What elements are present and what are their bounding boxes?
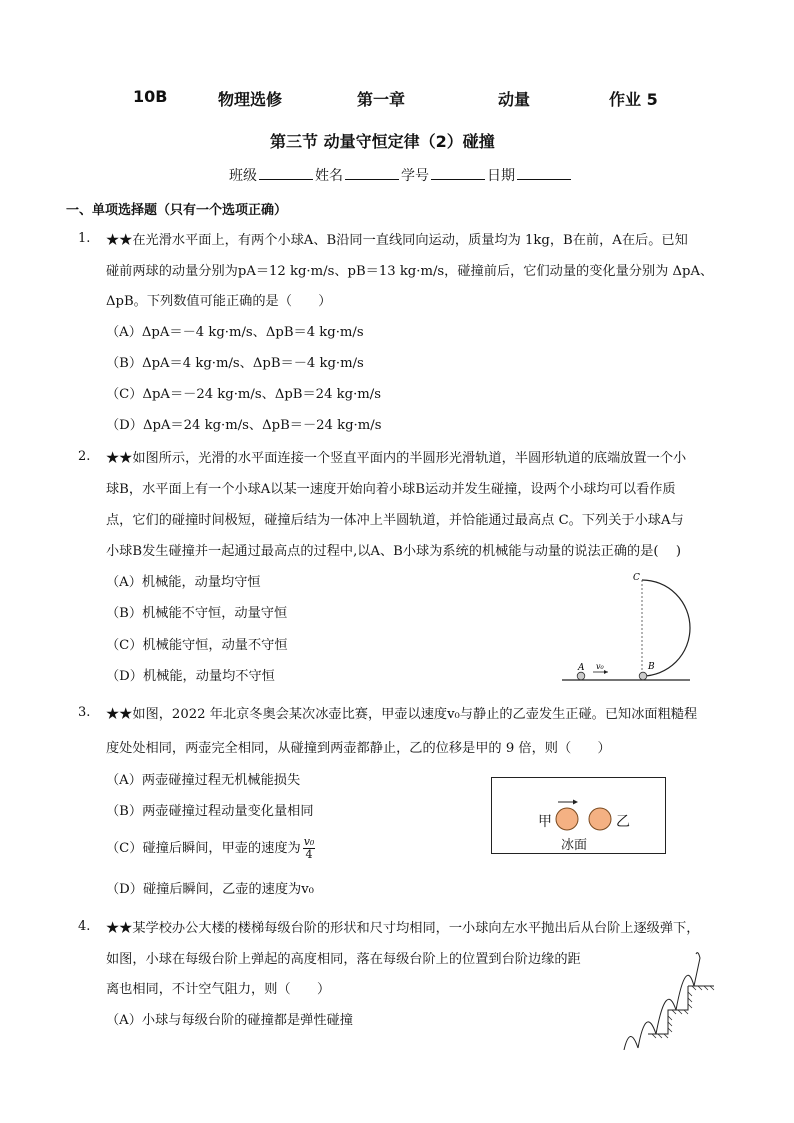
q4-line: 如图，小球在每级台阶上弹起的高度相同，落在每级台阶上的位置到台阶边缘的距 (106, 952, 581, 967)
q1-line: ΔpB。下列数值可能正确的是（ ） (106, 294, 332, 309)
q1-option-a[interactable]: （A）ΔpA＝－4 kg·m/s、ΔpB＝4 kg·m/s (106, 325, 364, 340)
label-ice: 冰面 (561, 838, 588, 853)
q1-option-c[interactable]: （C）ΔpA＝－24 kg·m/s、ΔpB＝24 kg·m/s (106, 387, 381, 402)
curling-stone-yi (589, 808, 611, 830)
q1-number: 1. (78, 231, 91, 246)
header-subject: 物理选修 (218, 90, 283, 109)
semicircle-track-figure (560, 566, 700, 686)
q2-option-c[interactable]: （C）机械能守恒，动量不守恒 (106, 638, 288, 653)
class-blank[interactable] (259, 165, 313, 180)
q3-option-a[interactable]: （A）两壶碰撞过程无机械能损失 (106, 773, 301, 788)
q2-line: ★★如图所示，光滑的水平面连接一个竖直平面内的半圆形光滑轨道，半圆形轨道的底端放置一个小 (106, 451, 687, 466)
q2-option-b[interactable]: （B）机械能不守恒，动量守恒 (106, 606, 288, 621)
header-chapter: 第一章 (357, 90, 406, 109)
section-title: 一、单项选择题（只有一个选项正确） (66, 203, 288, 218)
q2-line: 小球B发生碰撞并一起通过最高点的过程中,以A、B小球为系统的机械能与动量的说法正确的是( ) (106, 544, 682, 559)
q2-number: 2. (78, 449, 91, 464)
q4-line: 离也相同，不计空气阻力，则（ ） (106, 982, 331, 997)
q3-line: 度处处相同，两壶完全相同，从碰撞到两壶都静止，乙的位移是甲的 9 倍，则（ ） (106, 741, 611, 756)
q3-line: ★★如图，2022 年北京冬奥会某次冰壶比赛，甲壶以速度v₀与静止的乙壶发生正碰。已知冰面粗糙程 (106, 707, 698, 722)
q2-option-d[interactable]: （D）机械能，动量均不守恒 (106, 669, 275, 684)
q4-line: ★★某学校办公大楼的楼梯每级台阶的形状和尺寸均相同，一小球向左水平抛出后从台阶上逐级弹下， (106, 921, 700, 936)
q1-option-b[interactable]: （B）ΔpA＝4 kg·m/s、ΔpB＝－4 kg·m/s (106, 356, 364, 371)
q3-option-c[interactable] (106, 836, 315, 861)
stairs-bounce-figure (608, 952, 718, 1050)
q3-option-d[interactable]: （D）碰撞后瞬间，乙壶的速度为v₀ (106, 882, 314, 897)
curling-stone-jia (556, 808, 578, 830)
fraction-v0-over-4: $\frac{\text{v₀}}{4}$ (303, 835, 315, 861)
label-c: C (633, 573, 640, 583)
class-label: 班级 (229, 168, 257, 184)
q1-option-d[interactable]: （D）ΔpA＝24 kg·m/s、ΔpB＝－24 kg·m/s (106, 418, 382, 433)
label-a: A (578, 663, 585, 673)
header-homework: 作业 5 (609, 90, 658, 109)
label-yi: 乙 (616, 814, 630, 830)
header-topic: 动量 (498, 90, 531, 109)
q3-number: 3. (78, 705, 91, 720)
info-line (229, 165, 573, 185)
label-b: B (648, 662, 655, 672)
q4-option-a[interactable]: （A）小球与每级台阶的碰撞都是弹性碰撞 (106, 1013, 353, 1028)
q4-number: 4. (78, 919, 91, 934)
label-jia: 甲 (538, 814, 552, 830)
q3-option-c-text: （C）碰撞后瞬间，甲壶的速度为 (106, 841, 301, 856)
id-blank[interactable] (431, 165, 485, 180)
q2-line: 球B，水平面上有一个小球A以某一速度开始向着小球B运动并发生碰撞，设两个小球均可以看作质 (106, 482, 676, 497)
q2-option-a[interactable]: （A）机械能，动量均守恒 (106, 575, 261, 590)
ball-a (577, 672, 585, 680)
ball-b (639, 672, 647, 680)
id-label: 学号 (401, 168, 429, 184)
name-label: 姓名 (315, 168, 343, 184)
date-label: 日期 (487, 168, 515, 184)
q1-line: ★★在光滑水平面上，有两个小球A、B沿同一直线同向运动，质量均为 1kg，B在前，A在后。已知 (106, 233, 688, 248)
label-v0: v₀ (596, 662, 604, 671)
curling-figure (491, 777, 666, 854)
q1-line: 碰前两球的动量分别为pA＝12 kg·m/s、pB＝13 kg·m/s，碰撞前后，它们动量的变化量分别为 ΔpA、 (106, 264, 714, 279)
page-subtitle: 第三节 动量守恒定律（2）碰撞 (270, 132, 495, 151)
name-blank[interactable] (345, 165, 399, 180)
date-blank[interactable] (517, 165, 571, 180)
q3-option-b[interactable]: （B）两壶碰撞过程动量变化量相同 (106, 804, 314, 819)
q2-line: 点，它们的碰撞时间极短，碰撞后结为一体冲上半圆轨道，并恰能通过最高点 C。下列关于小球A与 (106, 513, 684, 528)
header-grade: 10B (133, 87, 168, 106)
